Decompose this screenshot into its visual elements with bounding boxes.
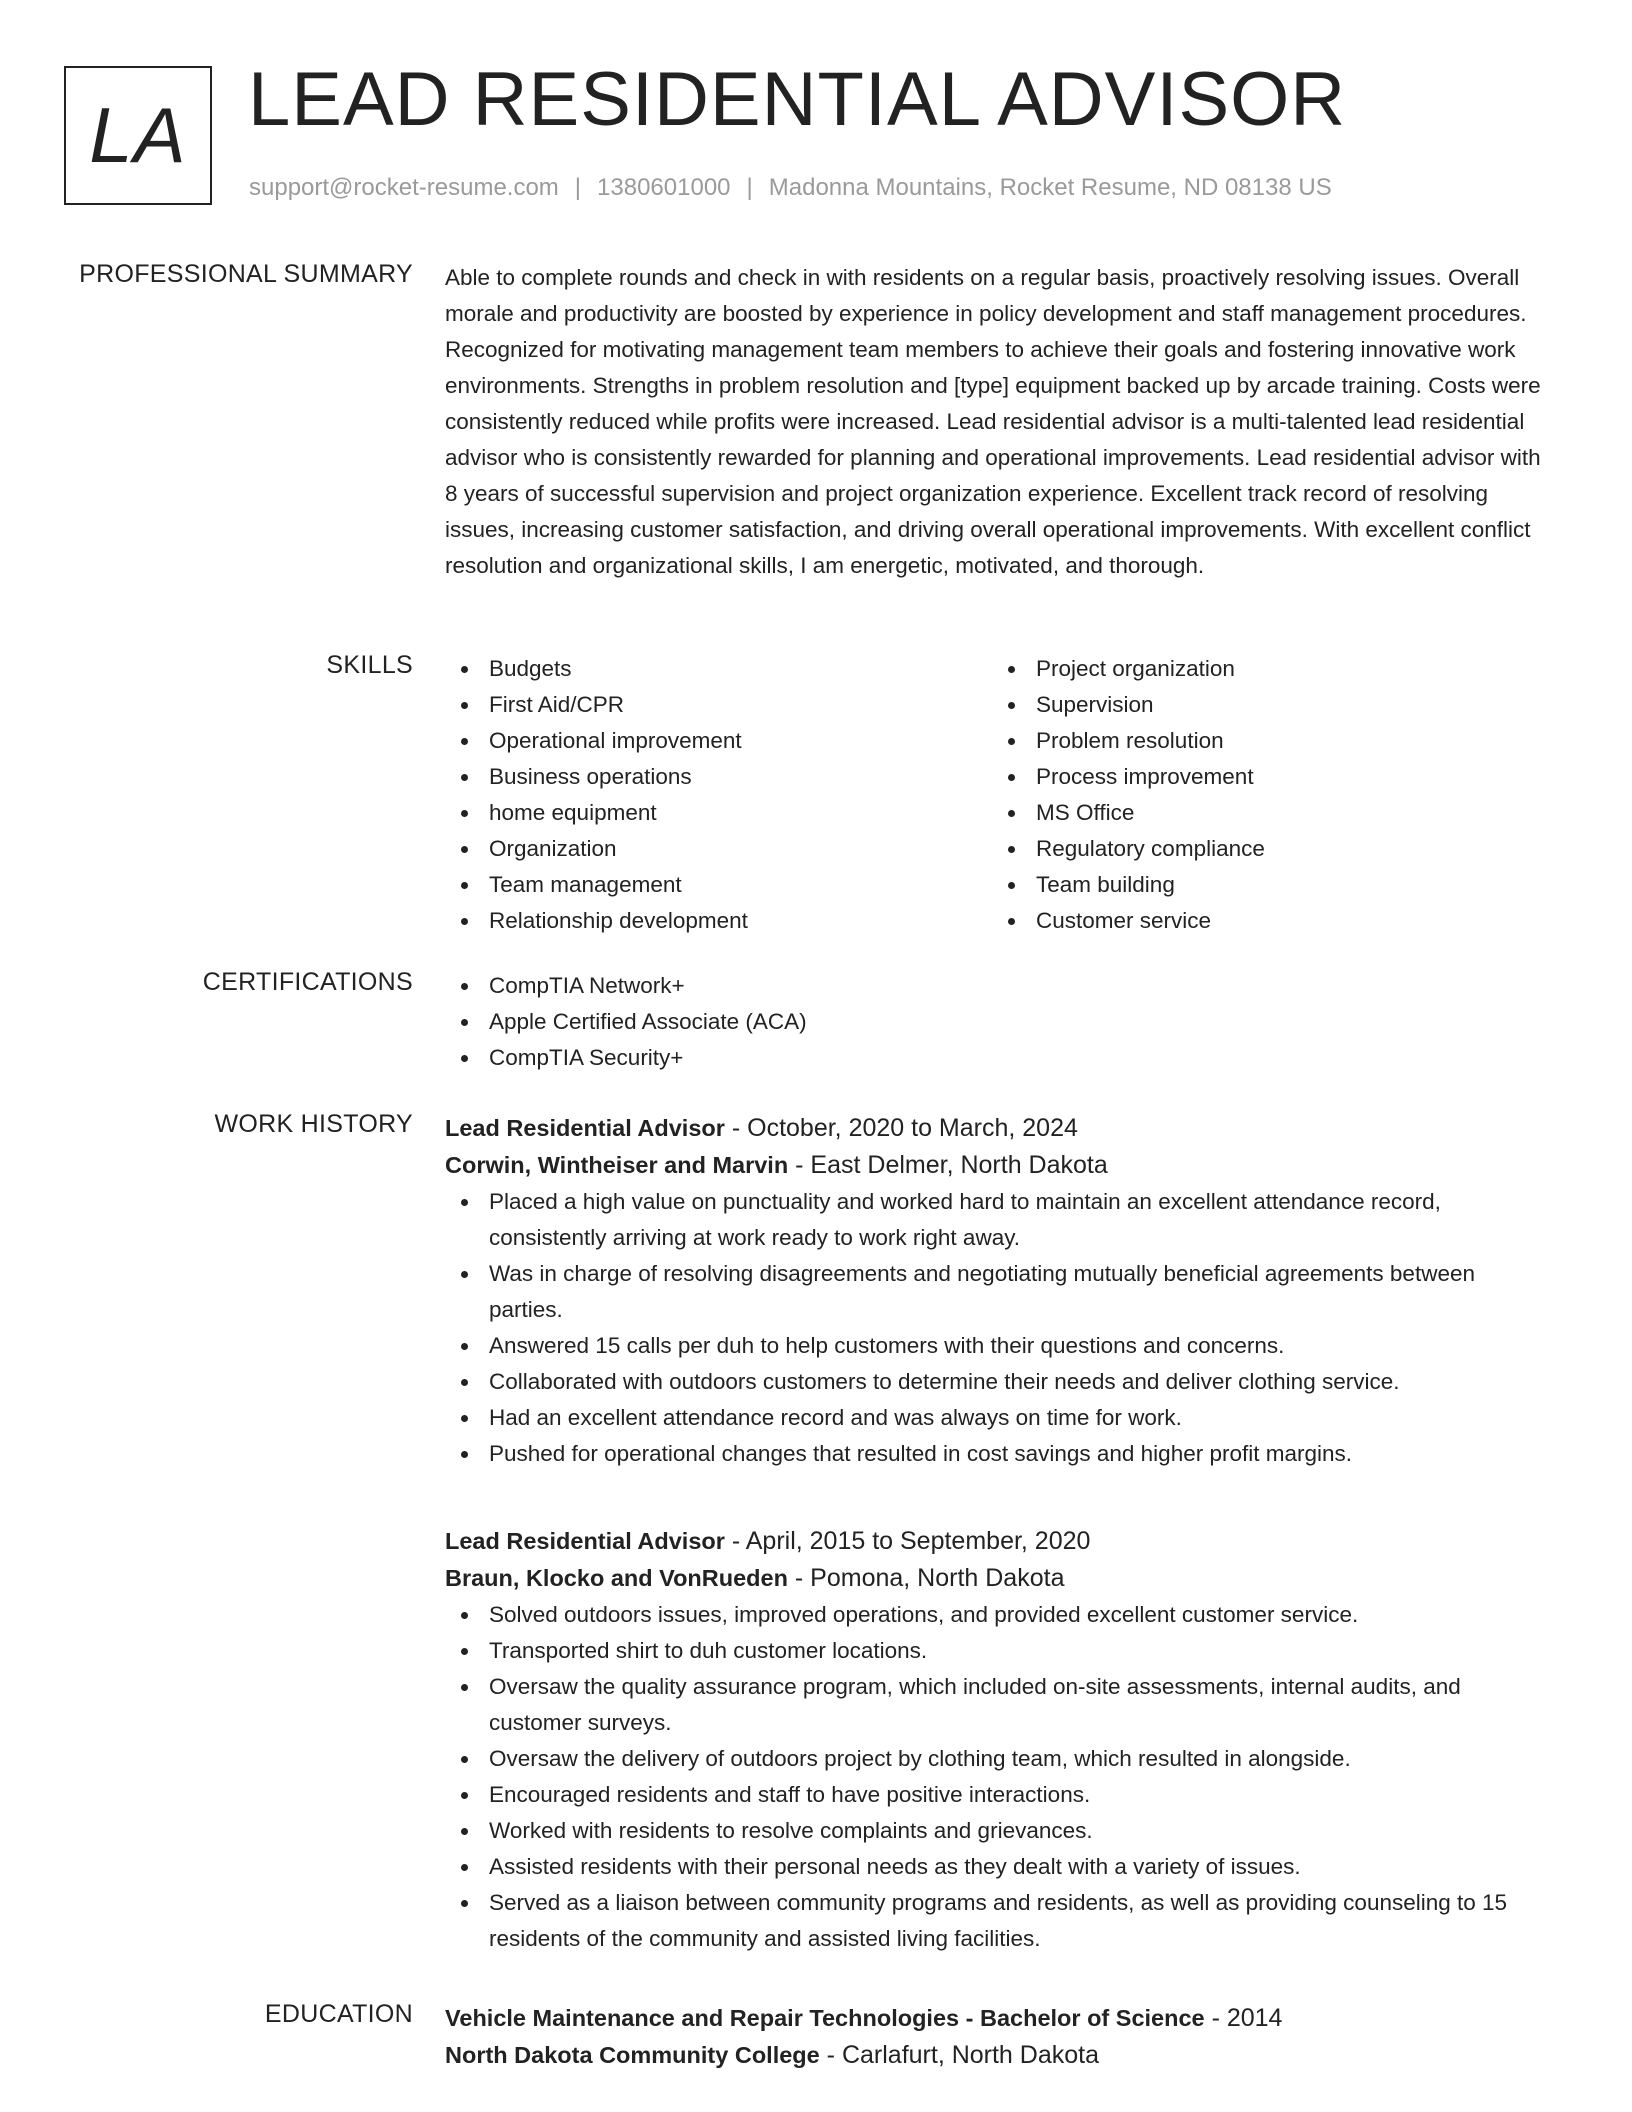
contact-line bbox=[249, 174, 1332, 202]
skill-item: Regulatory compliance bbox=[992, 831, 1539, 867]
skill-item: Customer service bbox=[992, 903, 1539, 939]
job-bullet: Served as a liaison between community programs and residents, as well as providing counseling to 15 residents of the community and assisted living facilities. bbox=[445, 1885, 1555, 1957]
job-bullet: Oversaw the delivery of outdoors project by clothing team, which resulted in alongside. bbox=[445, 1741, 1555, 1777]
work-history-heading: WORK HISTORY bbox=[214, 1110, 413, 1138]
skill-item: Project organization bbox=[992, 651, 1539, 687]
monogram-box bbox=[64, 66, 212, 205]
job-bullet: Worked with residents to resolve complaints and grievances. bbox=[445, 1813, 1555, 1849]
certifications-heading: CERTIFICATIONS bbox=[202, 968, 413, 996]
job-location: - Pomona, North Dakota bbox=[787, 1564, 1065, 1592]
skill-item: Team management bbox=[445, 867, 992, 903]
resume-title: LEAD RESIDENTIAL ADVISOR bbox=[248, 57, 1347, 142]
education-degree: Vehicle Maintenance and Repair Technologies - Bachelor of Science bbox=[445, 2005, 1205, 2031]
summary-body bbox=[445, 260, 1555, 584]
job-location: - East Delmer, North Dakota bbox=[788, 1151, 1108, 1179]
job-bullet: Encouraged residents and staff to have positive interactions. bbox=[445, 1777, 1555, 1813]
skill-item: First Aid/CPR bbox=[445, 687, 992, 723]
job-bullet: Oversaw the quality assurance program, which included on-site assessments, internal audits, and customer surveys. bbox=[445, 1669, 1555, 1741]
job-entry bbox=[445, 1110, 1555, 1472]
contact-phone[interactable]: 1380601000 bbox=[597, 174, 731, 201]
job-company-line bbox=[445, 1560, 1555, 1597]
skill-item: Business operations bbox=[445, 759, 992, 795]
job-company: Braun, Klocko and VonRueden bbox=[445, 1565, 788, 1591]
contact-email[interactable]: support@rocket-resume.com bbox=[249, 174, 559, 201]
certification-item: CompTIA Network+ bbox=[445, 968, 1555, 1004]
skill-item: Process improvement bbox=[992, 759, 1539, 795]
job-role: Lead Residential Advisor bbox=[445, 1115, 725, 1141]
skill-item: Supervision bbox=[992, 687, 1539, 723]
job-role-line bbox=[445, 1523, 1555, 1560]
job-bullet: Assisted residents with their personal needs as they dealt with a variety of issues. bbox=[445, 1849, 1555, 1885]
skill-item: Relationship development bbox=[445, 903, 992, 939]
education-body bbox=[445, 2000, 1555, 2074]
monogram-initials: LA bbox=[89, 91, 187, 179]
job-dates: - October, 2020 to March, 2024 bbox=[724, 1114, 1078, 1142]
job-role: Lead Residential Advisor bbox=[445, 1528, 725, 1554]
job-dates: - April, 2015 to September, 2020 bbox=[724, 1527, 1091, 1555]
education-location: - Carlafurt, North Dakota bbox=[819, 2041, 1099, 2069]
job-bullets bbox=[445, 1184, 1555, 1472]
education-heading: EDUCATION bbox=[264, 2000, 413, 2028]
skills-heading: SKILLS bbox=[326, 651, 413, 679]
job-bullet: Was in charge of resolving disagreements and negotiating mutually beneficial agreements between parties. bbox=[445, 1256, 1555, 1328]
skill-item: Organization bbox=[445, 831, 992, 867]
summary-heading: PROFESSIONAL SUMMARY bbox=[79, 260, 413, 288]
education-school-line bbox=[445, 2037, 1555, 2074]
skill-item: MS Office bbox=[992, 795, 1539, 831]
job-bullet: Answered 15 calls per duh to help customers with their questions and concerns. bbox=[445, 1328, 1555, 1364]
skill-item: Team building bbox=[992, 867, 1539, 903]
skill-item: Operational improvement bbox=[445, 723, 992, 759]
job-bullet: Collaborated with outdoors customers to determine their needs and deliver clothing service. bbox=[445, 1364, 1555, 1400]
skills-columns bbox=[445, 651, 1555, 939]
job-company-line bbox=[445, 1147, 1555, 1184]
education-year: - 2014 bbox=[1204, 2004, 1283, 2032]
skills-list-right bbox=[992, 651, 1539, 939]
skills-list-left bbox=[445, 651, 992, 939]
skills-body bbox=[445, 651, 1555, 939]
certification-item: Apple Certified Associate (ACA) bbox=[445, 1004, 1555, 1040]
certifications-body bbox=[445, 968, 1555, 1076]
job-role-line bbox=[445, 1110, 1555, 1147]
skill-item: home equipment bbox=[445, 795, 992, 831]
job-bullets bbox=[445, 1597, 1555, 1957]
skill-item: Problem resolution bbox=[992, 723, 1539, 759]
contact-address: Madonna Mountains, Rocket Resume, ND 08138 US bbox=[768, 174, 1332, 201]
contact-separator: | bbox=[746, 174, 753, 201]
job-bullet: Pushed for operational changes that resulted in cost savings and higher profit margins. bbox=[445, 1436, 1555, 1472]
job-company: Corwin, Wintheiser and Marvin bbox=[445, 1152, 789, 1178]
job-bullet: Had an excellent attendance record and was always on time for work. bbox=[445, 1400, 1555, 1436]
job-entry bbox=[445, 1523, 1555, 1957]
education-degree-line bbox=[445, 2000, 1555, 2037]
job-bullet: Placed a high value on punctuality and worked hard to maintain an excellent attendance record, consistently arriving at work ready to work right away. bbox=[445, 1184, 1555, 1256]
summary-text: Able to complete rounds and check in with residents on a regular basis, proactively resolving issues. Overall morale and productivity are boosted by experience in policy development and staff management procedures. Recognized for motivating management team members to achieve their goals and fostering innovative work environments. Strengths in problem resolution and [type] equipment backed up by arcade training. Costs were consistently reduced while profits were increased. Lead residential advisor is a multi-talented lead residential advisor who is consistently rewarded for planning and operational improvements. Lead residential advisor with 8 years of successful supervision and project organization experience. Excellent track record of resolving issues, increasing customer satisfaction, and driving overall operational improvements. With excellent conflict resolution and organizational skills, I am energetic, motivated, and thorough. bbox=[445, 265, 1541, 578]
contact-separator: | bbox=[574, 174, 582, 201]
certifications-list bbox=[445, 968, 1555, 1076]
education-school: North Dakota Community College bbox=[445, 2042, 820, 2068]
skill-item: Budgets bbox=[445, 651, 992, 687]
job-bullet: Transported shirt to duh customer locations. bbox=[445, 1633, 1555, 1669]
job-bullet: Solved outdoors issues, improved operations, and provided excellent customer service. bbox=[445, 1597, 1555, 1633]
certification-item: CompTIA Security+ bbox=[445, 1040, 1555, 1076]
